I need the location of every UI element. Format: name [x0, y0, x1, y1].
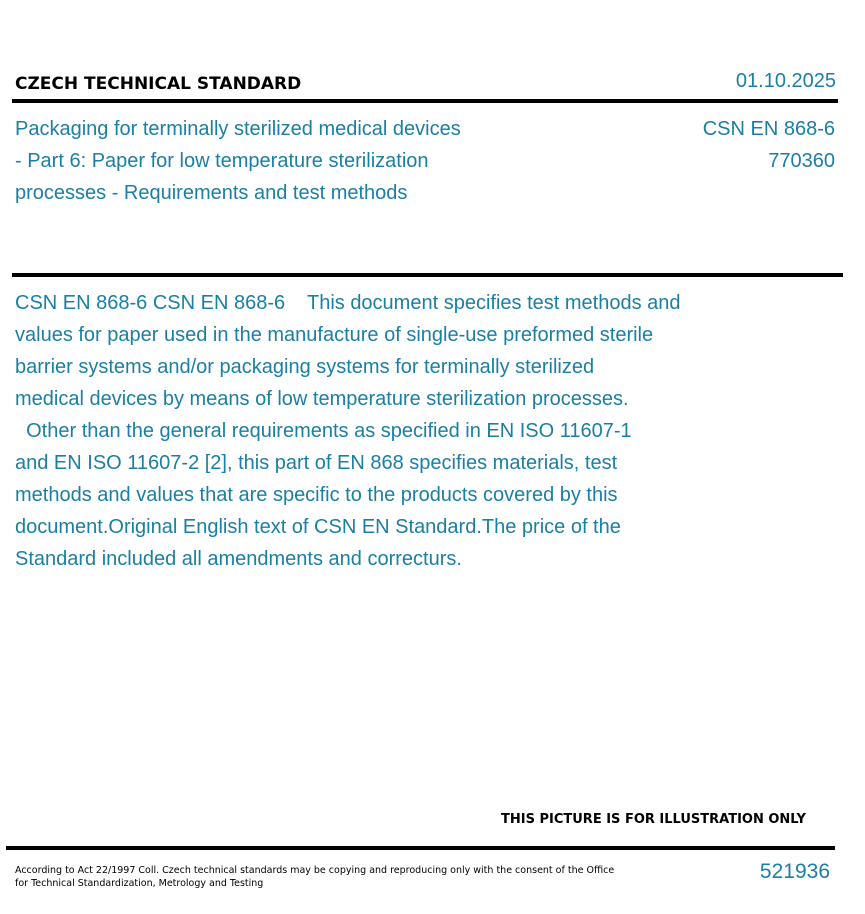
catalog-number: 521936	[759, 860, 830, 883]
legal-line: According to Act 22/1997 Coll. Czech technical standards may be copying and reproducing only with the consent of the Office	[15, 865, 615, 876]
illustration-disclaimer: THIS PICTURE IS FOR ILLUSTRATION ONLY	[501, 812, 806, 827]
abstract-line: CSN EN 868-6 CSN EN 868-6 This document specifies test methods and	[15, 292, 681, 314]
abstract-line: and EN ISO 11607-2 [2], this part of EN 868 specifies materials, test	[15, 452, 618, 474]
standard-identifiers	[703, 113, 835, 177]
header-divider	[12, 99, 838, 103]
legal-notice	[15, 864, 615, 890]
abstract-text	[15, 287, 755, 575]
abstract-line: methods and values that are specific to the products covered by this	[15, 484, 618, 506]
title-line: Packaging for terminally sterilized medical devices	[15, 118, 461, 140]
abstract-line: Standard included all amendments and correcturs.	[15, 548, 462, 570]
standard-type-label: CZECH TECHNICAL STANDARD	[15, 74, 302, 94]
abstract-line: barrier systems and/or packaging systems for terminally sterilized	[15, 356, 595, 378]
title-line: processes - Requirements and test methods	[15, 182, 408, 204]
abstract-line: values for paper used in the manufacture of single-use preformed sterile	[15, 324, 654, 346]
abstract-line: document.Original English text of CSN EN Standard.The price of the	[15, 516, 621, 538]
standard-title	[15, 113, 510, 209]
class-code: 770360	[768, 150, 835, 172]
publication-date: 01.10.2025	[735, 70, 836, 92]
footer-divider	[6, 846, 835, 850]
abstract-line: Other than the general requirements as specified in EN ISO 11607-1	[15, 420, 632, 442]
standard-number: CSN EN 868-6	[702, 118, 835, 140]
abstract-line: medical devices by means of low temperature sterilization processes.	[15, 388, 629, 410]
title-divider	[12, 273, 843, 277]
legal-line: for Technical Standardization, Metrology and Testing	[15, 878, 264, 889]
title-line: - Part 6: Paper for low temperature sterilization	[15, 150, 429, 172]
